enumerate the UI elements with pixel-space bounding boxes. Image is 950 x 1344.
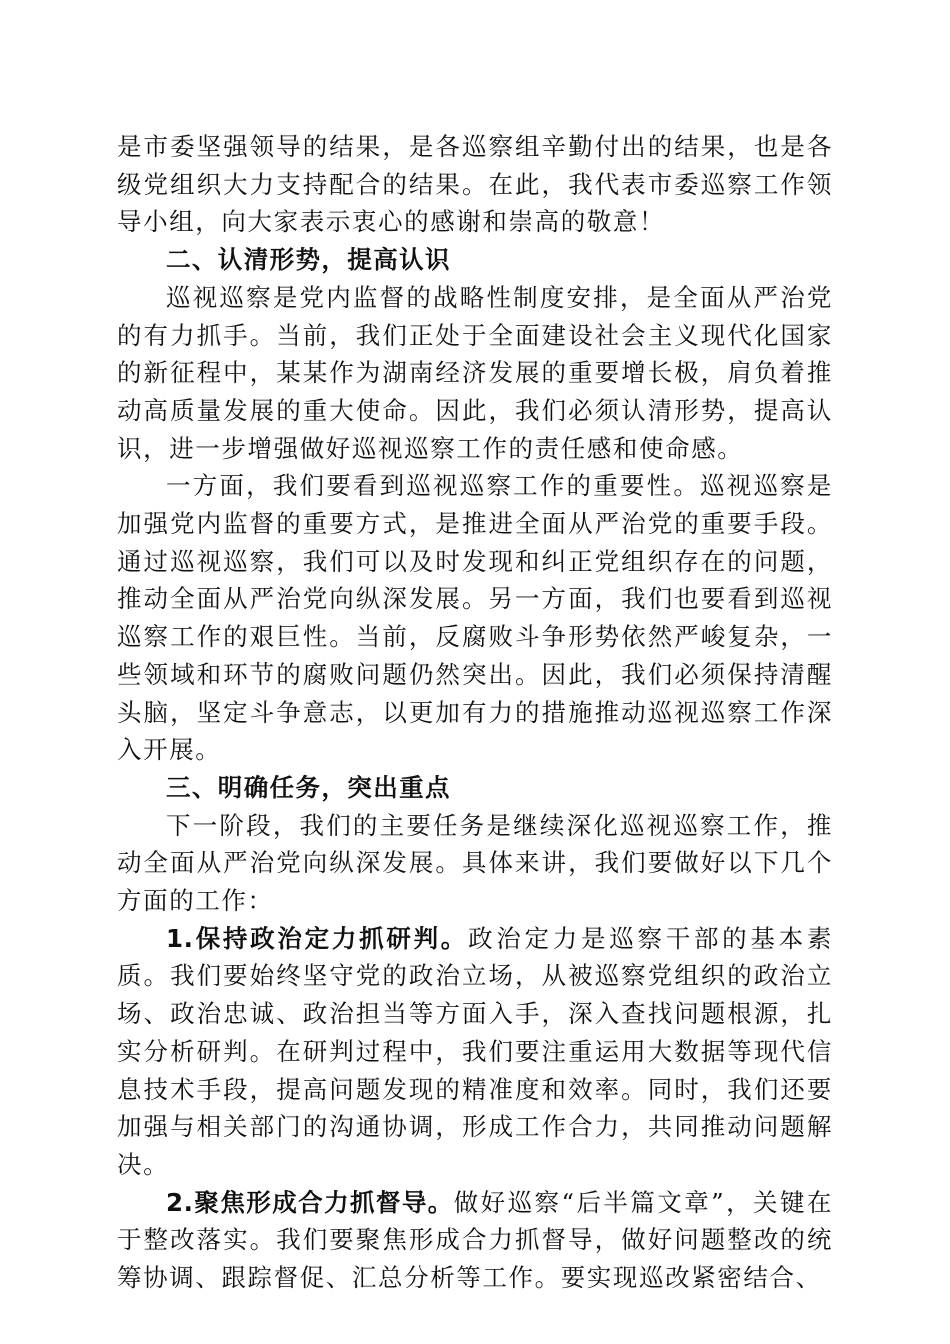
paragraph-task-2	[117, 1184, 833, 1297]
paragraph-task-1	[117, 920, 833, 1184]
task-1-lead: 1.保持政治定力抓研判。	[166, 923, 469, 953]
paragraph-importance: 一方面，我们要看到巡视巡察工作的重要性。巡视巡察是加强党内监督的重要方式，是推进全面从严治党的重要手段。通过巡视巡察，我们可以及时发现和纠正党组织存在的问题，推动全面从严治党向纵深发展。另一方面，我们也要看到巡视巡察工作的艰巨性。当前，反腐败斗争形势依然严峻复杂，一些领域和环节的腐败问题仍然突出。因此，我们必须保持清醒头脑，坚定斗争意志，以更加有力的措施推动巡视巡察工作深入开展。	[117, 471, 833, 765]
task-1-text: 政治定力是巡察干部的基本素质。我们要始终坚守党的政治立场，从被巡察党组织的政治立场、政治忠诚、政治担当等方面入手，深入查找问题根源，扎实分析研判。在研判过程中，我们要注重运用大数据等现代信息技术手段，提高问题发现的精准度和效率。同时，我们还要加强与相关部门的沟通协调，形成工作合力，共同推动问题解决。	[117, 923, 833, 1179]
task-2-text: 做好巡察“后半篇文章”，关键在于整改落实。我们要聚焦形成合力抓督导，做好问题整改的统筹协调、跟踪督促、汇总分析等工作。要实现巡改紧密结合、	[117, 1187, 833, 1293]
task-2-lead: 2.聚焦形成合力抓督导。	[166, 1187, 454, 1217]
paragraph-situation: 巡视巡察是党内监督的战略性制度安排，是全面从严治党的有力抓手。当前，我们正处于全面建设社会主义现代化国家的新征程中，某某作为湖南经济发展的重要增长极，肩负着推动高质量发展的重大使命。因此，我们必须认清形势，提高认识，进一步增强做好巡视巡察工作的责任感和使命感。	[117, 282, 833, 463]
section-heading-2: 二、认清形势，提高认识	[166, 245, 451, 275]
paragraph-tasks-intro: 下一阶段，我们的主要任务是继续深化巡视巡察工作，推动全面从严治党向纵深发展。具体来讲，我们要做好以下几个方面的工作：	[117, 810, 833, 916]
section-heading-3: 三、明确任务，突出重点	[166, 772, 451, 802]
document-body	[117, 128, 833, 1297]
paragraph-acknowledgement: 是市委坚强领导的结果，是各巡察组辛勤付出的结果，也是各级党组织大力支持配合的结果。在此，我代表市委巡察工作领导小组，向大家表示衷心的感谢和崇高的敬意！	[117, 132, 833, 237]
